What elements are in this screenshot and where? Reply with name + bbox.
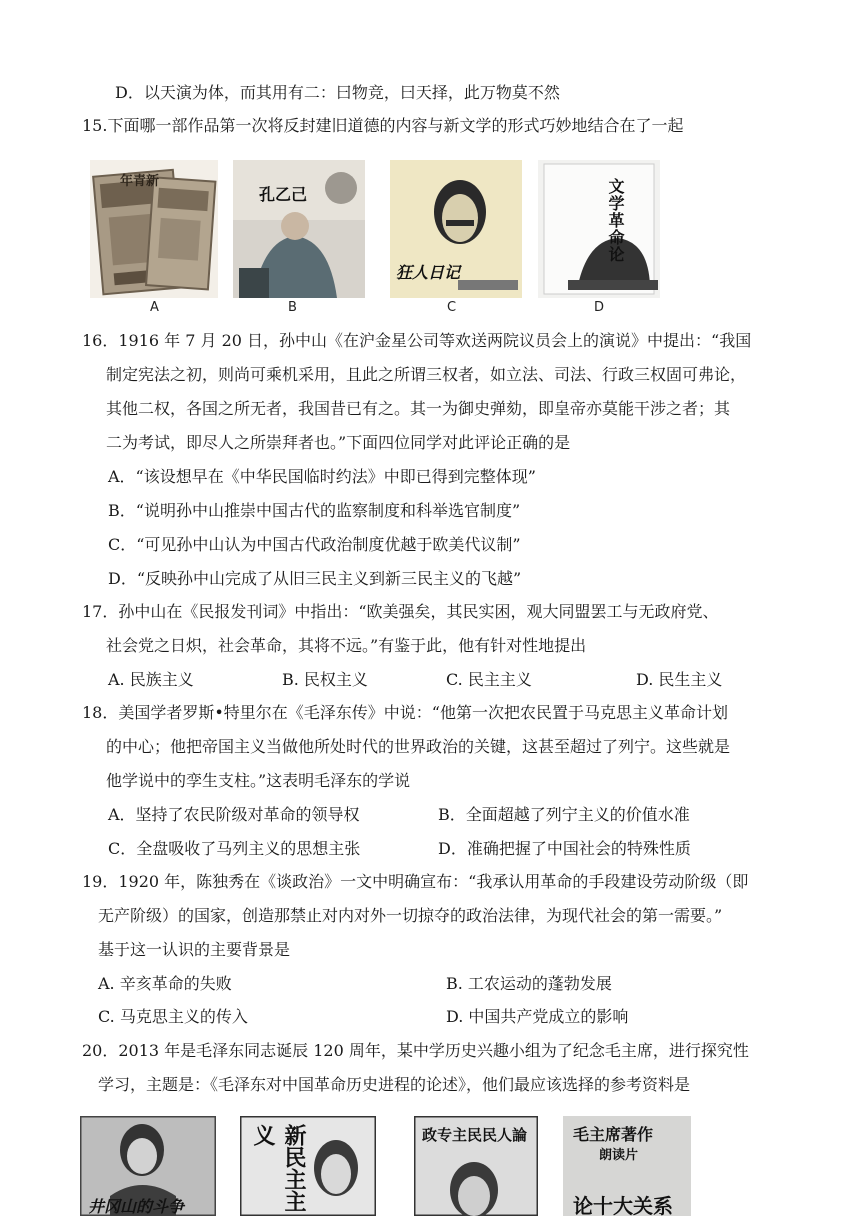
q20-image-d	[563, 1116, 691, 1216]
q15-caption-a: A	[150, 300, 159, 315]
question-17-line2: 社会党之日炽，社会革命，其将不远。”有鉴于此，他有针对性地提出	[106, 636, 587, 655]
question-17-line1: 17．孙中山在《民报发刊词》中指出：“欧美强矣，其民实困，观大同盟罢工与无政府党、	[82, 602, 719, 621]
q15-image-d	[538, 160, 660, 298]
q15-caption-b: B	[288, 300, 297, 315]
q16-option-d: D．“反映孙中山完成了从旧三民主义到新三民主义的飞越”	[108, 569, 522, 588]
question-16-line1: 16．1916 年 7 月 20 日，孙中山《在沪金星公司等欢送两院议员会上的演说》中提出：“我国	[82, 331, 752, 350]
q17-option-a: A. 民族主义	[108, 670, 194, 689]
question-19-line3: 基于这一认识的主要背景是	[98, 940, 291, 959]
q15-image-c	[390, 160, 522, 298]
q16-option-c: C．“可见孙中山认为中国古代政治制度优越于欧美代议制”	[108, 535, 521, 554]
question-20-line2: 学习，主题是：《毛泽东对中国革命历史进程的论述》，他们最应该选择的参考资料是	[98, 1075, 691, 1094]
q15-caption-d: D	[594, 300, 605, 315]
q20-image-b	[240, 1116, 376, 1216]
q17-option-c: C. 民主主义	[446, 670, 532, 689]
q15-caption-c: C	[447, 300, 457, 315]
q20-a-title: 井冈山的斗争	[88, 1197, 185, 1216]
question-15: 15.下面哪一部作品第一次将反封建旧道德的内容与新文学的形式巧妙地结合在了一起	[82, 116, 684, 135]
q20-c-title: 政专主民民人論	[422, 1126, 528, 1144]
q15-a-title: 年青新	[120, 174, 160, 189]
q19-option-d: D. 中国共产党成立的影响	[446, 1007, 629, 1026]
q15-c-title: 狂人日记	[396, 263, 461, 282]
q20-image-a	[80, 1116, 216, 1216]
q16-option-a: A．“该设想早在《中华民国临时约法》中即已得到完整体现”	[108, 467, 536, 486]
q18-option-d: D．准确把握了中国社会的特殊性质	[438, 839, 691, 858]
question-18-line3: 他学说中的孪生支柱。”这表明毛泽东的学说	[106, 771, 411, 790]
question-19-line2: 无产阶级）的国家，创造那禁止对内对外一切掠夺的政治法律，为现代社会的第一需要。”	[98, 906, 723, 925]
question-16-line3: 其他二权，各国之所无者，我国昔已有之。其一为御史弹劾，即皇帝亦莫能干涉之者；其	[106, 399, 731, 418]
q17-option-b: B. 民权主义	[282, 670, 368, 689]
question-20-line1: 20．2013 年是毛泽东同志诞辰 120 周年，某中学历史兴趣小组为了纪念毛主席，进行探究性	[82, 1041, 749, 1060]
q20-d-bottom: 论十大关系	[573, 1194, 673, 1216]
q20-b-title: 新民主主义	[250, 1124, 307, 1212]
q18-option-b: B．全面超越了列宁主义的价值水准	[438, 805, 690, 824]
question-18-line2: 的中心；他把帝国主义当做他所处时代的世界政治的关键，这甚至超过了列宁。这些就是	[106, 737, 731, 756]
q15-image-a	[90, 160, 218, 298]
option-d-q14: D．以天演为体，而其用有二：曰物竞，曰天择，此万物莫不然	[115, 83, 560, 102]
question-19-line1: 19．1920 年，陈独秀在《谈政治》一文中明确宣布：“我承认用革命的手段建设劳动阶级（即	[82, 872, 749, 891]
q19-option-a: A. 辛亥革命的失败	[98, 974, 232, 993]
question-16-line2: 制定宪法之初，则尚可乘机采用，且此之所谓三权者，如立法、司法、行政三权固可弗论，	[106, 365, 747, 384]
q17-option-d: D. 民生主义	[636, 670, 723, 689]
q15-b-title: 孔乙己	[259, 185, 308, 204]
question-18-line1: 18．美国学者罗斯•特里尔在《毛泽东传》中说：“他第一次把农民置于马克思主义革命计划	[82, 703, 728, 722]
q18-option-c: C．全盘吸收了马列主义的思想主张	[108, 839, 361, 858]
q20-d-title: 毛主席著作	[573, 1125, 654, 1144]
q20-d-subtitle: 朗读片	[599, 1148, 639, 1163]
q15-image-b	[233, 160, 365, 298]
q19-option-c: C. 马克思主义的传入	[98, 1007, 248, 1026]
q15-d-title: 文学革命论	[606, 178, 625, 263]
q18-option-a: A．坚持了农民阶级对革命的领导权	[108, 805, 360, 824]
q20-image-c	[414, 1116, 538, 1216]
q19-option-b: B. 工农运动的蓬勃发展	[446, 974, 612, 993]
q16-option-b: B．“说明孙中山推崇中国古代的监察制度和科举选官制度”	[108, 501, 521, 520]
question-16-line4: 二为考试，即尽人之所崇拜者也。”下面四位同学对此评论正确的是	[106, 433, 571, 452]
